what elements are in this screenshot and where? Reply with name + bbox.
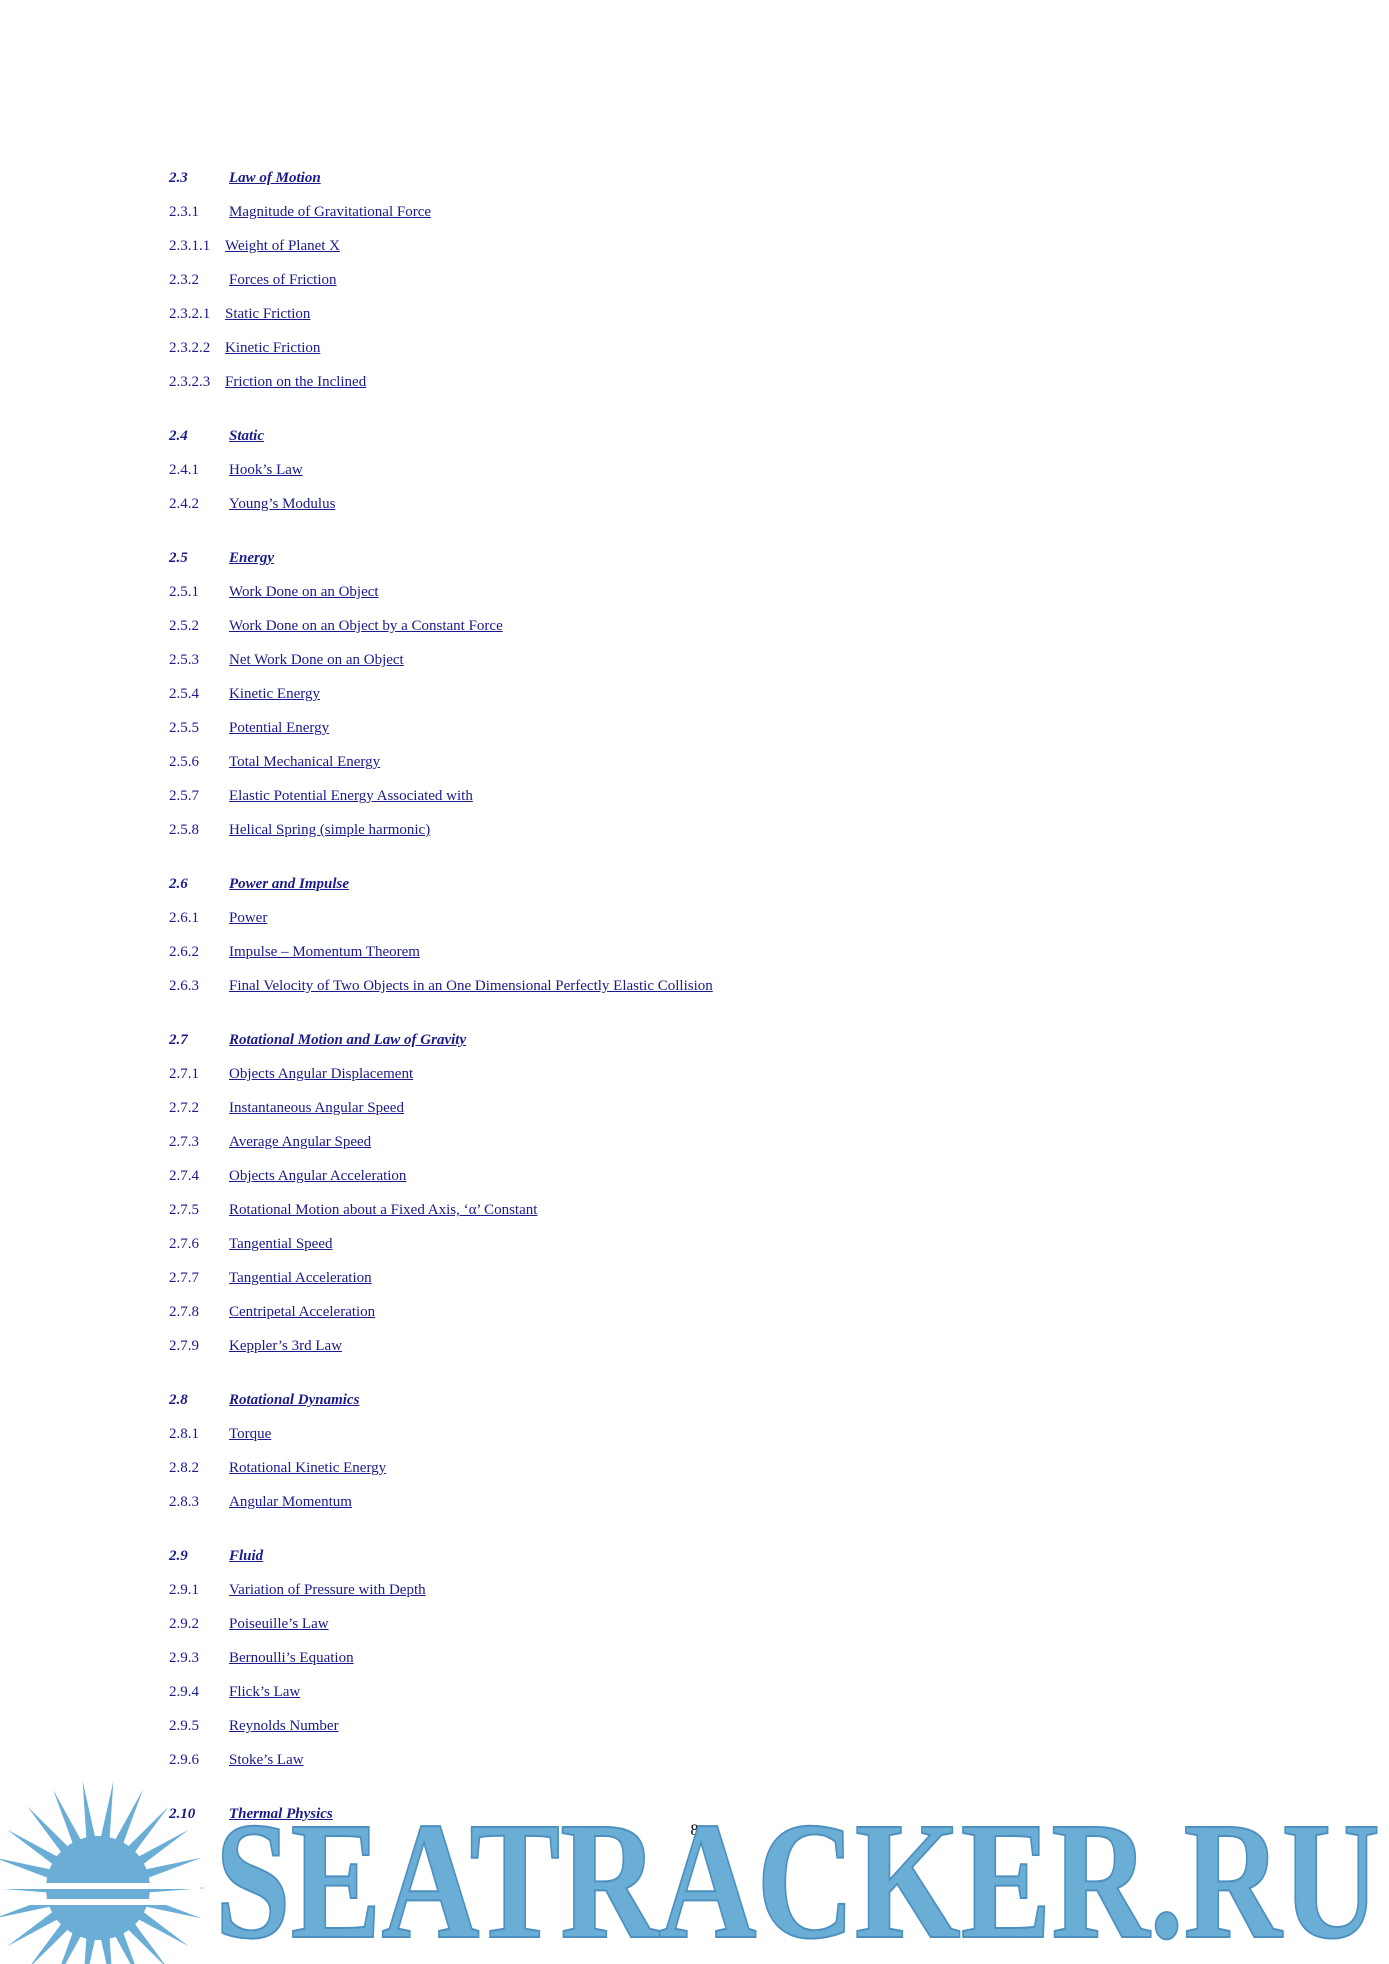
toc-title: Work Done on an Object by a Constant Force	[229, 618, 503, 634]
toc-entry-link[interactable]	[169, 1578, 426, 1602]
toc-entry-link[interactable]	[169, 1232, 333, 1256]
toc-title: Objects Angular Displacement	[229, 1066, 414, 1082]
watermark-text: SEATRACKER.RU	[215, 1788, 1380, 1964]
toc-section	[169, 1544, 1269, 1782]
toc-entry	[169, 974, 1269, 1008]
toc-entry	[169, 1456, 1269, 1490]
toc-title: Thermal Physics	[229, 1806, 333, 1822]
toc-section-link[interactable]	[169, 872, 349, 896]
toc-title: Rotational Motion and Law of Gravity	[229, 1032, 467, 1048]
toc-number: 2.7	[169, 1032, 188, 1048]
toc-entry	[169, 1490, 1269, 1524]
toc-title: Torque	[229, 1426, 272, 1442]
toc-entry-link[interactable]	[169, 1334, 342, 1358]
toc-title: Centripetal Acceleration	[229, 1304, 376, 1320]
toc-entry-link[interactable]	[169, 940, 420, 964]
toc-entry-link[interactable]	[169, 974, 713, 998]
toc-number: 2.7.5	[169, 1202, 199, 1218]
toc-number: 2.9.4	[169, 1684, 199, 1700]
toc-number: 2.5.4	[169, 686, 199, 702]
toc-entry	[169, 1232, 1269, 1266]
toc-entry-link[interactable]	[169, 200, 431, 224]
toc-title: Tangential Acceleration	[229, 1270, 372, 1286]
toc-entry-link[interactable]	[169, 906, 267, 930]
toc-title: Friction on the Inclined	[225, 374, 367, 390]
toc-entry-link[interactable]	[169, 614, 503, 638]
table-of-contents	[169, 166, 1269, 1856]
toc-title: Stoke’s Law	[229, 1752, 304, 1768]
toc-section	[169, 872, 1269, 1008]
toc-title: Potential Energy	[229, 720, 330, 736]
toc-number: 2.4.2	[169, 496, 199, 512]
toc-title: Bernoulli’s Equation	[229, 1650, 354, 1666]
toc-title: Power and Impulse	[229, 876, 350, 892]
toc-number: 2.8.1	[169, 1426, 199, 1442]
toc-title: Keppler’s 3rd Law	[229, 1338, 343, 1354]
toc-entry-link[interactable]	[169, 1096, 404, 1120]
toc-entry	[169, 492, 1269, 526]
toc-number: 2.9.6	[169, 1752, 199, 1768]
toc-entry-link[interactable]	[169, 268, 336, 292]
toc-number: 2.4.1	[169, 462, 199, 478]
toc-title: Final Velocity of Two Objects in an One Dimensional Perfectly Elastic Collision	[229, 978, 713, 994]
toc-section-link[interactable]	[169, 546, 274, 570]
toc-entry	[169, 682, 1269, 716]
toc-section-link[interactable]	[169, 1544, 263, 1568]
toc-title: Average Angular Speed	[229, 1134, 372, 1150]
toc-number: 2.3	[169, 170, 188, 186]
toc-entry	[169, 614, 1269, 648]
toc-number: 2.9.3	[169, 1650, 199, 1666]
toc-number: 2.6.2	[169, 944, 199, 960]
toc-entry-link[interactable]	[169, 682, 320, 706]
toc-section-link[interactable]	[169, 424, 264, 448]
toc-title: Weight of Planet X	[225, 238, 341, 254]
toc-number: 2.8	[169, 1392, 188, 1408]
toc-number: 2.3.2.1	[169, 306, 211, 322]
toc-entry-link[interactable]	[169, 1490, 352, 1514]
toc-number: 2.9.1	[169, 1582, 199, 1598]
toc-entry	[169, 1578, 1269, 1612]
toc-title: Hook’s Law	[229, 462, 303, 478]
toc-number: 2.7.8	[169, 1304, 199, 1320]
toc-title: Work Done on an Object	[229, 584, 379, 600]
toc-number: 2.8.2	[169, 1460, 199, 1476]
toc-number: 2.3.2	[169, 272, 199, 288]
toc-title: Power	[229, 910, 268, 926]
toc-number: 2.3.1	[169, 204, 199, 220]
toc-title: Static	[229, 428, 265, 444]
toc-entry-link[interactable]	[169, 648, 404, 672]
toc-entry	[169, 1130, 1269, 1164]
toc-number: 2.7.4	[169, 1168, 199, 1184]
toc-number: 2.6	[169, 876, 188, 892]
toc-entry	[169, 1646, 1269, 1680]
toc-title: Variation of Pressure with Depth	[229, 1582, 426, 1598]
toc-entry-link[interactable]	[169, 492, 335, 516]
toc-entry	[169, 716, 1269, 750]
toc-number: 2.8.3	[169, 1494, 199, 1510]
toc-entry-link[interactable]	[169, 1456, 386, 1480]
toc-title: Elastic Potential Energy Associated with	[229, 788, 473, 804]
toc-number: 2.9.2	[169, 1616, 199, 1632]
toc-entry-link[interactable]	[169, 716, 329, 740]
toc-entry-link[interactable]	[169, 750, 380, 774]
toc-entry	[169, 580, 1269, 614]
toc-entry	[169, 1266, 1269, 1300]
toc-section	[169, 424, 1269, 526]
toc-entry	[169, 1612, 1269, 1646]
toc-entry-link[interactable]	[169, 1198, 537, 1222]
toc-entry	[169, 370, 1269, 404]
toc-section-heading	[169, 1388, 1269, 1422]
toc-entry-link[interactable]	[169, 1422, 271, 1446]
toc-entry	[169, 784, 1269, 818]
toc-entry-link[interactable]	[169, 336, 320, 360]
toc-number: 2.5.3	[169, 652, 199, 668]
toc-title: Flick’s Law	[229, 1684, 301, 1700]
toc-entry-link[interactable]	[169, 580, 379, 604]
toc-number: 2.5.6	[169, 754, 199, 770]
toc-number: 2.5.2	[169, 618, 199, 634]
toc-entry-link[interactable]	[169, 370, 366, 394]
toc-section-heading	[169, 546, 1269, 580]
toc-entry	[169, 750, 1269, 784]
toc-entry-link[interactable]	[169, 784, 473, 808]
toc-entry-link[interactable]	[169, 1266, 372, 1290]
toc-number: 2.5.5	[169, 720, 199, 736]
toc-entry	[169, 336, 1269, 370]
toc-entry	[169, 1164, 1269, 1198]
toc-entry	[169, 940, 1269, 974]
watermark	[0, 1765, 1389, 1964]
toc-title: Reynolds Number	[229, 1718, 339, 1734]
toc-entry	[169, 1334, 1269, 1368]
toc-title: Total Mechanical Energy	[229, 754, 381, 770]
toc-entry	[169, 302, 1269, 336]
toc-number: 2.7.2	[169, 1100, 199, 1116]
toc-entry	[169, 906, 1269, 940]
toc-entry-link[interactable]	[169, 1062, 413, 1086]
toc-entry	[169, 1198, 1269, 1232]
toc-number: 2.9	[169, 1548, 188, 1564]
toc-number: 2.7.7	[169, 1270, 199, 1286]
toc-entry-link[interactable]	[169, 818, 430, 842]
toc-entry-link[interactable]	[169, 234, 340, 258]
toc-title: Rotational Kinetic Energy	[229, 1460, 387, 1476]
toc-title: Poiseuille’s Law	[229, 1616, 329, 1632]
toc-title: Kinetic Friction	[225, 340, 321, 356]
toc-title: Static Friction	[225, 306, 311, 322]
toc-entry	[169, 818, 1269, 852]
toc-number: 2.3.2.3	[169, 374, 211, 390]
toc-title: Magnitude of Gravitational Force	[229, 204, 432, 220]
toc-entry	[169, 1680, 1269, 1714]
toc-entry	[169, 1714, 1269, 1748]
toc-title: Angular Momentum	[229, 1494, 352, 1510]
toc-entry	[169, 1422, 1269, 1456]
toc-entry-link[interactable]	[169, 1714, 339, 1738]
toc-section-heading	[169, 424, 1269, 458]
toc-number: 2.7.9	[169, 1338, 199, 1354]
toc-entry-link[interactable]	[169, 1612, 329, 1636]
toc-title: Instantaneous Angular Speed	[229, 1100, 404, 1116]
page-number: 8	[690, 1822, 699, 1839]
toc-entry	[169, 648, 1269, 682]
toc-section	[169, 166, 1269, 404]
toc-title: Rotational Motion about a Fixed Axis, ‘α’ Constant	[229, 1202, 538, 1218]
toc-number: 2.7.3	[169, 1134, 199, 1150]
toc-entry-link[interactable]	[169, 458, 303, 482]
toc-entry-link[interactable]	[169, 302, 310, 326]
toc-number: 2.6.3	[169, 978, 199, 994]
toc-title: Impulse – Momentum Theorem	[229, 944, 420, 960]
toc-title: Objects Angular Acceleration	[229, 1168, 407, 1184]
toc-entry-link[interactable]	[169, 1300, 375, 1324]
toc-section-heading	[169, 1028, 1269, 1062]
toc-section	[169, 1028, 1269, 1368]
toc-entry	[169, 268, 1269, 302]
toc-entry-link[interactable]	[169, 1646, 354, 1670]
toc-number: 2.6.1	[169, 910, 199, 926]
toc-number: 2.5.1	[169, 584, 199, 600]
toc-section-heading	[169, 872, 1269, 906]
toc-entry-link[interactable]	[169, 1130, 371, 1154]
toc-entry	[169, 1096, 1269, 1130]
toc-number: 2.10	[169, 1806, 196, 1822]
toc-title: Rotational Dynamics	[229, 1392, 360, 1408]
toc-title: Law of Motion	[229, 170, 321, 186]
toc-number: 2.7.6	[169, 1236, 199, 1252]
toc-title: Forces of Friction	[229, 272, 337, 288]
toc-title: Energy	[229, 550, 274, 566]
toc-section-link[interactable]	[169, 1028, 466, 1052]
toc-entry	[169, 234, 1269, 268]
toc-entry	[169, 1062, 1269, 1096]
toc-title: Tangential Speed	[229, 1236, 333, 1252]
toc-number: 2.5.7	[169, 788, 199, 804]
toc-title: Helical Spring (simple harmonic)	[229, 822, 431, 838]
toc-entry	[169, 200, 1269, 234]
toc-section-heading	[169, 1544, 1269, 1578]
toc-title: Young’s Modulus	[229, 496, 336, 512]
toc-entry-link[interactable]	[169, 1680, 300, 1704]
toc-entry	[169, 458, 1269, 492]
toc-section-link[interactable]	[169, 166, 321, 190]
toc-section	[169, 1388, 1269, 1524]
toc-section	[169, 546, 1269, 852]
toc-title: Kinetic Energy	[229, 686, 320, 702]
toc-title: Fluid	[229, 1548, 264, 1564]
toc-section-heading	[169, 166, 1269, 200]
sun-icon	[0, 1781, 206, 1964]
toc-number: 2.3.1.1	[169, 238, 211, 254]
toc-number: 2.3.2.2	[169, 340, 211, 356]
toc-number: 2.5.8	[169, 822, 199, 838]
toc-number: 2.7.1	[169, 1066, 199, 1082]
toc-title: Net Work Done on an Object	[229, 652, 404, 668]
toc-entry-link[interactable]	[169, 1164, 406, 1188]
toc-entry	[169, 1300, 1269, 1334]
toc-section-link[interactable]	[169, 1388, 359, 1412]
toc-number: 2.4	[169, 428, 188, 444]
toc-number: 2.9.5	[169, 1718, 199, 1734]
toc-number: 2.5	[169, 550, 188, 566]
